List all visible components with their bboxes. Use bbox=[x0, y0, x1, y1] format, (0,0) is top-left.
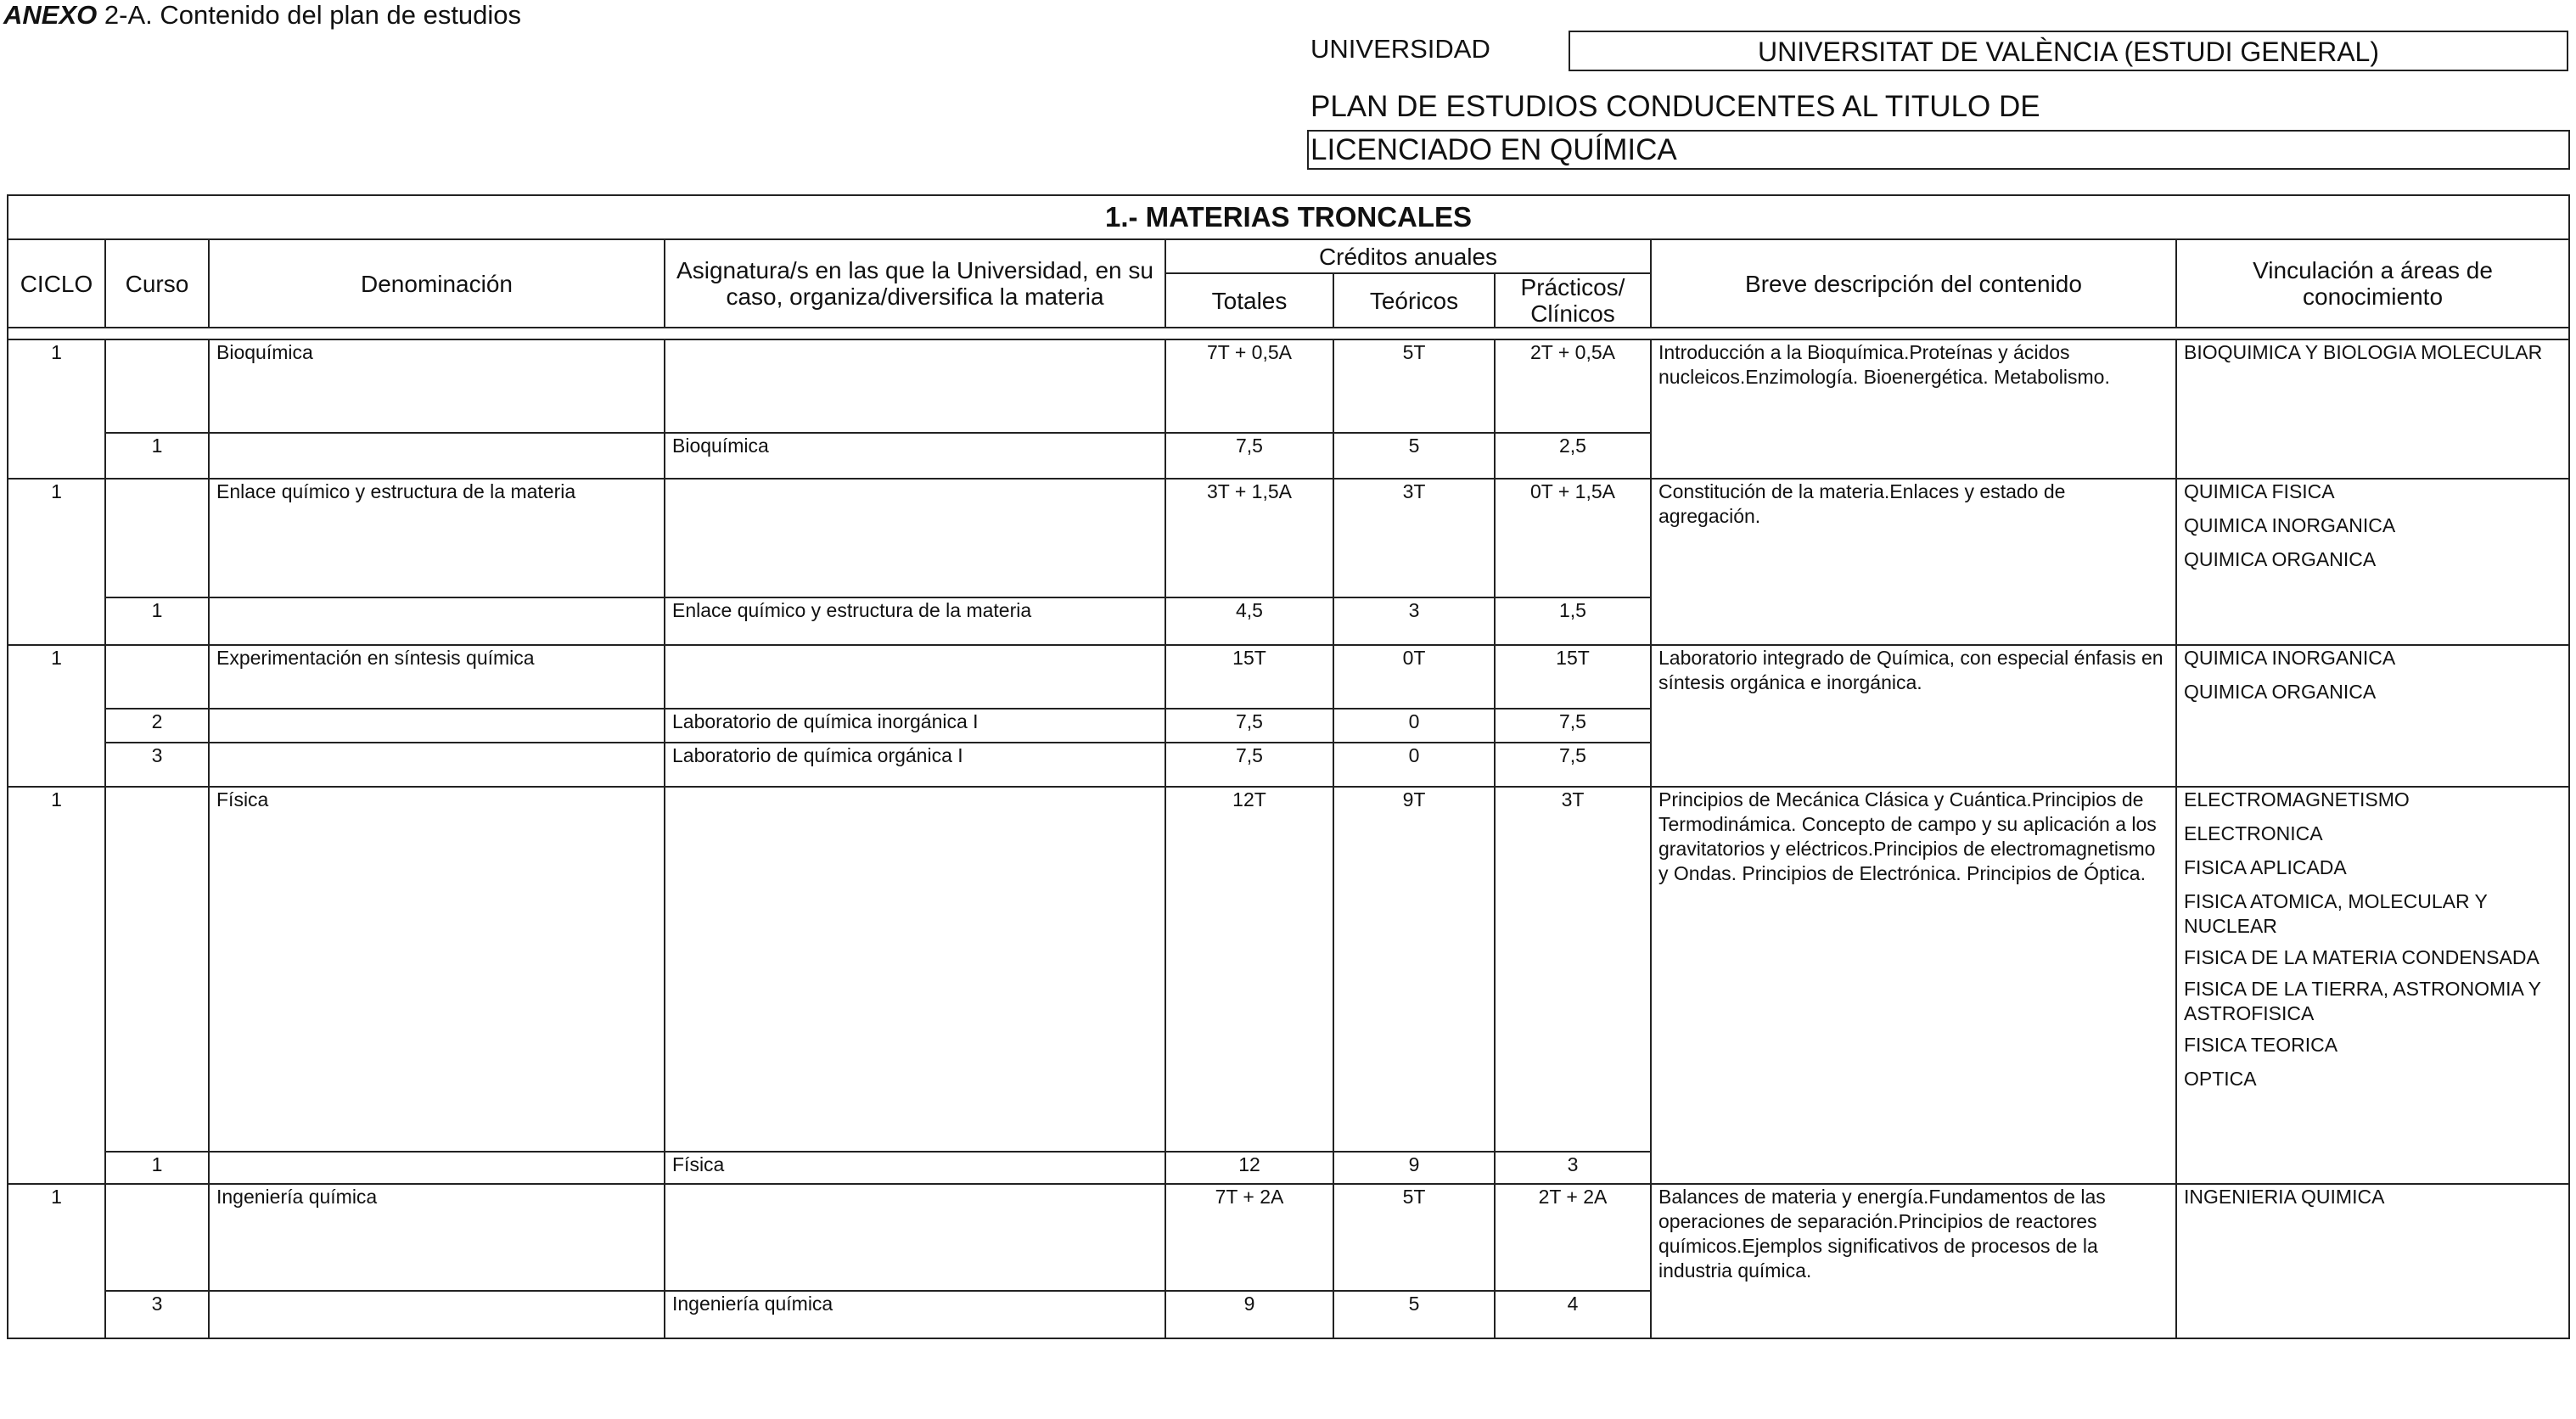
asignatura-cell: Enlace químico y estructura de la materia bbox=[665, 597, 1165, 645]
area-item: QUIMICA ORGANICA bbox=[2184, 548, 2377, 570]
asignatura-cell: Física bbox=[665, 1152, 1165, 1184]
area-item: INGENIERIA QUIMICA bbox=[2184, 1186, 2385, 1208]
area-item: OPTICA bbox=[2184, 1068, 2257, 1090]
col-header-descripcion: Breve descripción del contenido bbox=[1651, 239, 2176, 328]
teoricos-cell: 9T bbox=[1333, 787, 1495, 1152]
practicos-cell: 3T bbox=[1495, 787, 1651, 1152]
teoricos-cell: 3 bbox=[1333, 597, 1495, 645]
ciclo-cell: 1 bbox=[8, 1184, 105, 1338]
col-header-denominacion: Denominación bbox=[209, 239, 665, 328]
col-header-curso: Curso bbox=[105, 239, 209, 328]
col-header-creditos: Créditos anuales bbox=[1165, 239, 1651, 273]
denominacion-cell: Bioquímica bbox=[209, 339, 665, 433]
curso-cell: 1 bbox=[105, 1152, 209, 1184]
materia-row bbox=[8, 787, 2569, 1152]
teoricos-cell: 3T bbox=[1333, 479, 1495, 597]
annex-title: 2-A. Contenido del plan de estudios bbox=[104, 0, 522, 30]
ciclo-cell: 1 bbox=[8, 787, 105, 1184]
area-item: QUIMICA FISICA bbox=[2184, 480, 2335, 502]
area-item: ELECTROMAGNETISMO bbox=[2184, 788, 2410, 810]
descripcion-cell bbox=[1651, 1184, 2176, 1338]
practicos-cell: 2T + 0,5A bbox=[1495, 339, 1651, 433]
denominacion-cell: Enlace químico y estructura de la materia bbox=[209, 479, 665, 597]
col-header-totales: Totales bbox=[1165, 273, 1333, 328]
teoricos-cell: 5T bbox=[1333, 1184, 1495, 1291]
university-name-box: UNIVERSITAT DE VALÈNCIA (ESTUDI GENERAL) bbox=[1569, 31, 2568, 71]
practicos-cell: 4 bbox=[1495, 1291, 1651, 1338]
annex-label: ANEXO bbox=[3, 0, 98, 30]
curso-cell: 1 bbox=[105, 433, 209, 479]
area-item: BIOQUIMICA Y BIOLOGIA MOLECULAR bbox=[2184, 341, 2543, 363]
asignatura-cell bbox=[665, 645, 1165, 709]
section-title: 1.- MATERIAS TRONCALES bbox=[8, 195, 2569, 239]
descripcion-text: Principios de Mecánica Clásica y Cuántica.Principios de Termodinámica. Concepto de campo y su aplicación a los gravitatorios y eléctricos.Principios de electromagnetismo y Ondas. Principios de Electrónica. Principios de Óptica. bbox=[1658, 788, 2157, 884]
areas-cell bbox=[2176, 645, 2569, 787]
asignatura-cell: Bioquímica bbox=[665, 433, 1165, 479]
curso-cell bbox=[105, 479, 209, 597]
asignatura-cell: Ingeniería química bbox=[665, 1291, 1165, 1338]
totales-cell: 7,5 bbox=[1165, 433, 1333, 479]
materia-row bbox=[8, 645, 2569, 709]
materia-row bbox=[8, 479, 2569, 597]
curso-cell bbox=[105, 339, 209, 433]
header-separator bbox=[8, 328, 2569, 339]
descripcion-text: Laboratorio integrado de Química, con especial énfasis en síntesis orgánica e inorgánica. bbox=[1658, 647, 2164, 693]
curso-cell: 3 bbox=[105, 743, 209, 787]
totales-cell: 3T + 1,5A bbox=[1165, 479, 1333, 597]
descripcion-text: Introducción a la Bioquímica.Proteínas y ácidos nucleicos.Enzimología. Bioenergética. Metabolismo. bbox=[1658, 341, 2110, 388]
areas-cell bbox=[2176, 787, 2569, 1184]
totales-cell: 12 bbox=[1165, 1152, 1333, 1184]
denominacion-cell bbox=[209, 709, 665, 743]
asignatura-cell bbox=[665, 479, 1165, 597]
areas-cell bbox=[2176, 479, 2569, 645]
col-header-practicos: Prácticos/ Clínicos bbox=[1495, 273, 1651, 328]
materia-row bbox=[8, 1184, 2569, 1291]
descripcion-cell bbox=[1651, 787, 2176, 1184]
area-item: QUIMICA INORGANICA bbox=[2184, 514, 2396, 536]
totales-cell: 9 bbox=[1165, 1291, 1333, 1338]
curso-cell bbox=[105, 645, 209, 709]
col-header-asignaturas: Asignatura/s en las que la Universidad, en su caso, organiza/diversifica la materia bbox=[665, 239, 1165, 328]
asignatura-cell bbox=[665, 1184, 1165, 1291]
area-item: FISICA TEORICA bbox=[2184, 1034, 2338, 1056]
descripcion-cell bbox=[1651, 479, 2176, 645]
curso-cell bbox=[105, 1184, 209, 1291]
area-item: QUIMICA INORGANICA bbox=[2184, 647, 2396, 669]
table-body bbox=[8, 339, 2569, 1338]
areas-cell bbox=[2176, 1184, 2569, 1338]
teoricos-cell: 5T bbox=[1333, 339, 1495, 433]
area-item: FISICA DE LA TIERRA, ASTRONOMIA Y ASTROFISICA bbox=[2184, 978, 2541, 1024]
denominacion-cell bbox=[209, 1152, 665, 1184]
practicos-cell: 7,5 bbox=[1495, 709, 1651, 743]
practicos-cell: 7,5 bbox=[1495, 743, 1651, 787]
col-header-teoricos: Teóricos bbox=[1333, 273, 1495, 328]
totales-cell: 7T + 2A bbox=[1165, 1184, 1333, 1291]
descripcion-text: Constitución de la materia.Enlaces y estado de agregación. bbox=[1658, 480, 2066, 527]
ciclo-cell: 1 bbox=[8, 339, 105, 479]
teoricos-cell: 5 bbox=[1333, 1291, 1495, 1338]
asignatura-cell: Laboratorio de química inorgánica I bbox=[665, 709, 1165, 743]
asignatura-cell bbox=[665, 787, 1165, 1152]
asignatura-cell: Laboratorio de química orgánica I bbox=[665, 743, 1165, 787]
ciclo-cell: 1 bbox=[8, 645, 105, 787]
totales-cell: 7T + 0,5A bbox=[1165, 339, 1333, 433]
col-header-vinculacion: Vinculación a áreas de conocimiento bbox=[2176, 239, 2569, 328]
denominacion-cell bbox=[209, 1291, 665, 1338]
asignatura-cell bbox=[665, 339, 1165, 433]
denominacion-cell: Ingeniería química bbox=[209, 1184, 665, 1291]
practicos-cell: 2T + 2A bbox=[1495, 1184, 1651, 1291]
denominacion-cell bbox=[209, 433, 665, 479]
descripcion-cell bbox=[1651, 645, 2176, 787]
materia-row bbox=[8, 339, 2569, 433]
area-item: FISICA ATOMICA, MOLECULAR Y NUCLEAR bbox=[2184, 890, 2488, 937]
curso-cell: 1 bbox=[105, 597, 209, 645]
materias-troncales-table bbox=[7, 194, 2570, 1339]
practicos-cell: 0T + 1,5A bbox=[1495, 479, 1651, 597]
descripcion-text: Balances de materia y energía.Fundamentos de las operaciones de separación.Principios de reactores químicos.Ejemplos significativos de procesos de la industria química. bbox=[1658, 1186, 2106, 1282]
area-item: QUIMICA ORGANICA bbox=[2184, 681, 2377, 703]
teoricos-cell: 5 bbox=[1333, 433, 1495, 479]
practicos-cell: 3 bbox=[1495, 1152, 1651, 1184]
denominacion-cell bbox=[209, 743, 665, 787]
denominacion-cell bbox=[209, 597, 665, 645]
practicos-cell: 15T bbox=[1495, 645, 1651, 709]
teoricos-cell: 0T bbox=[1333, 645, 1495, 709]
teoricos-cell: 0 bbox=[1333, 709, 1495, 743]
practicos-cell: 2,5 bbox=[1495, 433, 1651, 479]
area-item: FISICA DE LA MATERIA CONDENSADA bbox=[2184, 946, 2540, 968]
area-item: ELECTRONICA bbox=[2184, 822, 2323, 844]
totales-cell: 7,5 bbox=[1165, 709, 1333, 743]
totales-cell: 7,5 bbox=[1165, 743, 1333, 787]
ciclo-cell: 1 bbox=[8, 479, 105, 645]
totales-cell: 4,5 bbox=[1165, 597, 1333, 645]
totales-cell: 15T bbox=[1165, 645, 1333, 709]
col-header-ciclo: CICLO bbox=[8, 239, 105, 328]
denominacion-cell: Física bbox=[209, 787, 665, 1152]
annex-heading bbox=[3, 0, 521, 31]
curso-cell: 3 bbox=[105, 1291, 209, 1338]
descripcion-cell bbox=[1651, 339, 2176, 479]
teoricos-cell: 9 bbox=[1333, 1152, 1495, 1184]
areas-cell bbox=[2176, 339, 2569, 479]
area-item: FISICA APLICADA bbox=[2184, 856, 2347, 878]
curso-cell bbox=[105, 787, 209, 1152]
denominacion-cell: Experimentación en síntesis química bbox=[209, 645, 665, 709]
curso-cell: 2 bbox=[105, 709, 209, 743]
degree-title-box: LICENCIADO EN QUÍMICA bbox=[1307, 130, 2570, 170]
teoricos-cell: 0 bbox=[1333, 743, 1495, 787]
practicos-cell: 1,5 bbox=[1495, 597, 1651, 645]
totales-cell: 12T bbox=[1165, 787, 1333, 1152]
university-label: UNIVERSIDAD bbox=[1310, 34, 1490, 64]
plan-label: PLAN DE ESTUDIOS CONDUCENTES AL TITULO DE bbox=[1310, 90, 2040, 123]
